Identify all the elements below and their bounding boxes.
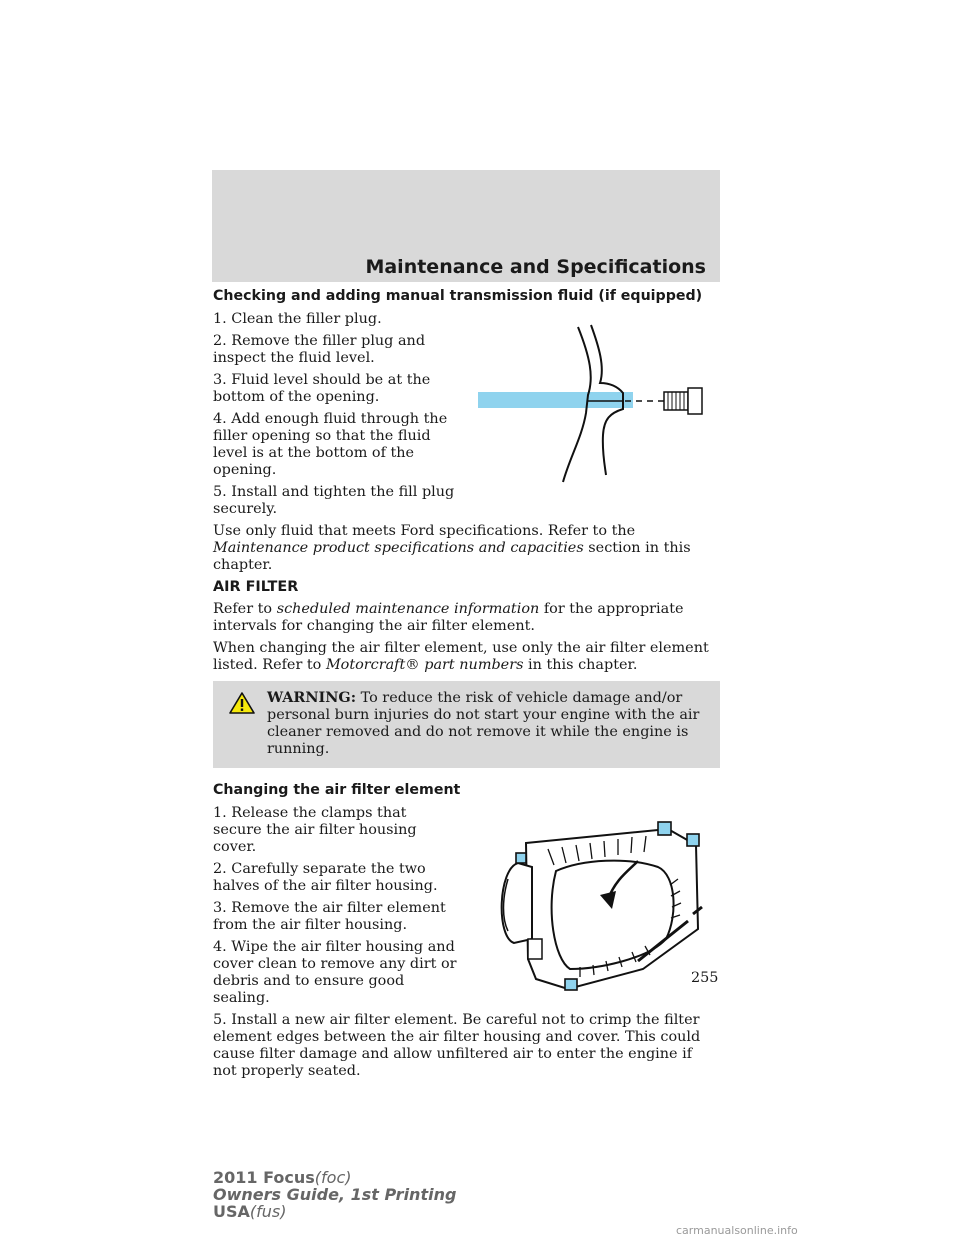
filter-step-5: 5. Install a new air filter element. Be careful not to crimp the filter element edges between the air filter housing and cover. This could cause filter damage and allow unfiltered air to enter the engine if not properly seated.	[213, 1012, 701, 1079]
warning-triangle-icon	[229, 691, 255, 715]
change-filter-heading: Changing the air filter element	[213, 782, 461, 798]
step-5: 5. Install and tighten the fill plug securely.	[213, 484, 455, 517]
footer-line-3: USA(fus)	[213, 1202, 287, 1221]
step-2: 2. Remove the filler plug and inspect the fluid level.	[213, 333, 426, 366]
section-title: Maintenance and Specifications	[365, 256, 706, 278]
transmission-filler-plug-illustration	[478, 317, 718, 489]
page-content	[213, 288, 720, 1085]
fluid-spec-note: Use only fluid that meets Ford specifications. Refer to the Maintenance product specifications and capacities section in this chapter.	[213, 523, 691, 573]
warning-text: WARNING: To reduce the risk of vehicle damage and/or personal burn injuries do not start your engine with the air cleaner removed and do not remove it while the engine is running.	[267, 689, 700, 757]
warning-box	[213, 681, 720, 768]
filter-step-4: 4. Wipe the air filter housing and cover clean to remove any dirt or debris and to ensure good sealing.	[213, 939, 457, 1006]
change-filter-steps-block	[213, 805, 720, 1007]
air-filter-heading: AIR FILTER	[213, 579, 299, 595]
step-4: 4. Add enough fluid through the filler opening so that the fluid level is at the bottom of the opening.	[213, 411, 448, 478]
change-filter-steps	[213, 805, 458, 1007]
part-numbers-reference: Motorcraft® part numbers	[325, 657, 524, 673]
page-number: 255	[691, 970, 719, 986]
manual-transmission-steps	[213, 311, 458, 518]
filter-step-2: 2. Carefully separate the two halves of the air filter housing.	[213, 861, 438, 894]
air-filter-paragraph-2: When changing the air filter element, use only the air filter element listed. Refer to Motorcraft® part numbers in this chapter.	[213, 640, 709, 673]
footer-line-1: 2011 Focus(foc)	[213, 1168, 352, 1187]
manual-transmission-steps-block	[213, 311, 720, 518]
step-3: 3. Fluid level should be at the bottom of the opening.	[213, 372, 431, 405]
spec-reference: Maintenance product specifications and capacities	[213, 540, 584, 556]
filler-plug-icon	[664, 388, 702, 414]
filter-step-3: 3. Remove the air filter element from the air filter housing.	[213, 900, 446, 933]
air-filter-paragraph-1: Refer to scheduled maintenance information for the appropriate intervals for changing the air filter element.	[213, 601, 684, 634]
footer-line-2: Owners Guide, 1st Printing	[213, 1185, 457, 1204]
filter-step-1: 1. Release the clamps that secure the air filter housing cover.	[213, 805, 417, 855]
maintenance-reference: scheduled maintenance information	[276, 601, 540, 617]
site-watermark: carmanualsonline.info	[676, 1224, 798, 1237]
air-filter-housing-illustration	[488, 819, 723, 991]
fluid-level-band	[478, 392, 633, 408]
manual-transmission-heading: Checking and adding manual transmission fluid (if equipped)	[213, 288, 703, 304]
step-1: 1. Clean the filler plug.	[213, 311, 382, 327]
section-header-band	[212, 170, 720, 282]
warning-label: WARNING:	[267, 689, 357, 706]
footer-edition	[213, 1169, 456, 1220]
